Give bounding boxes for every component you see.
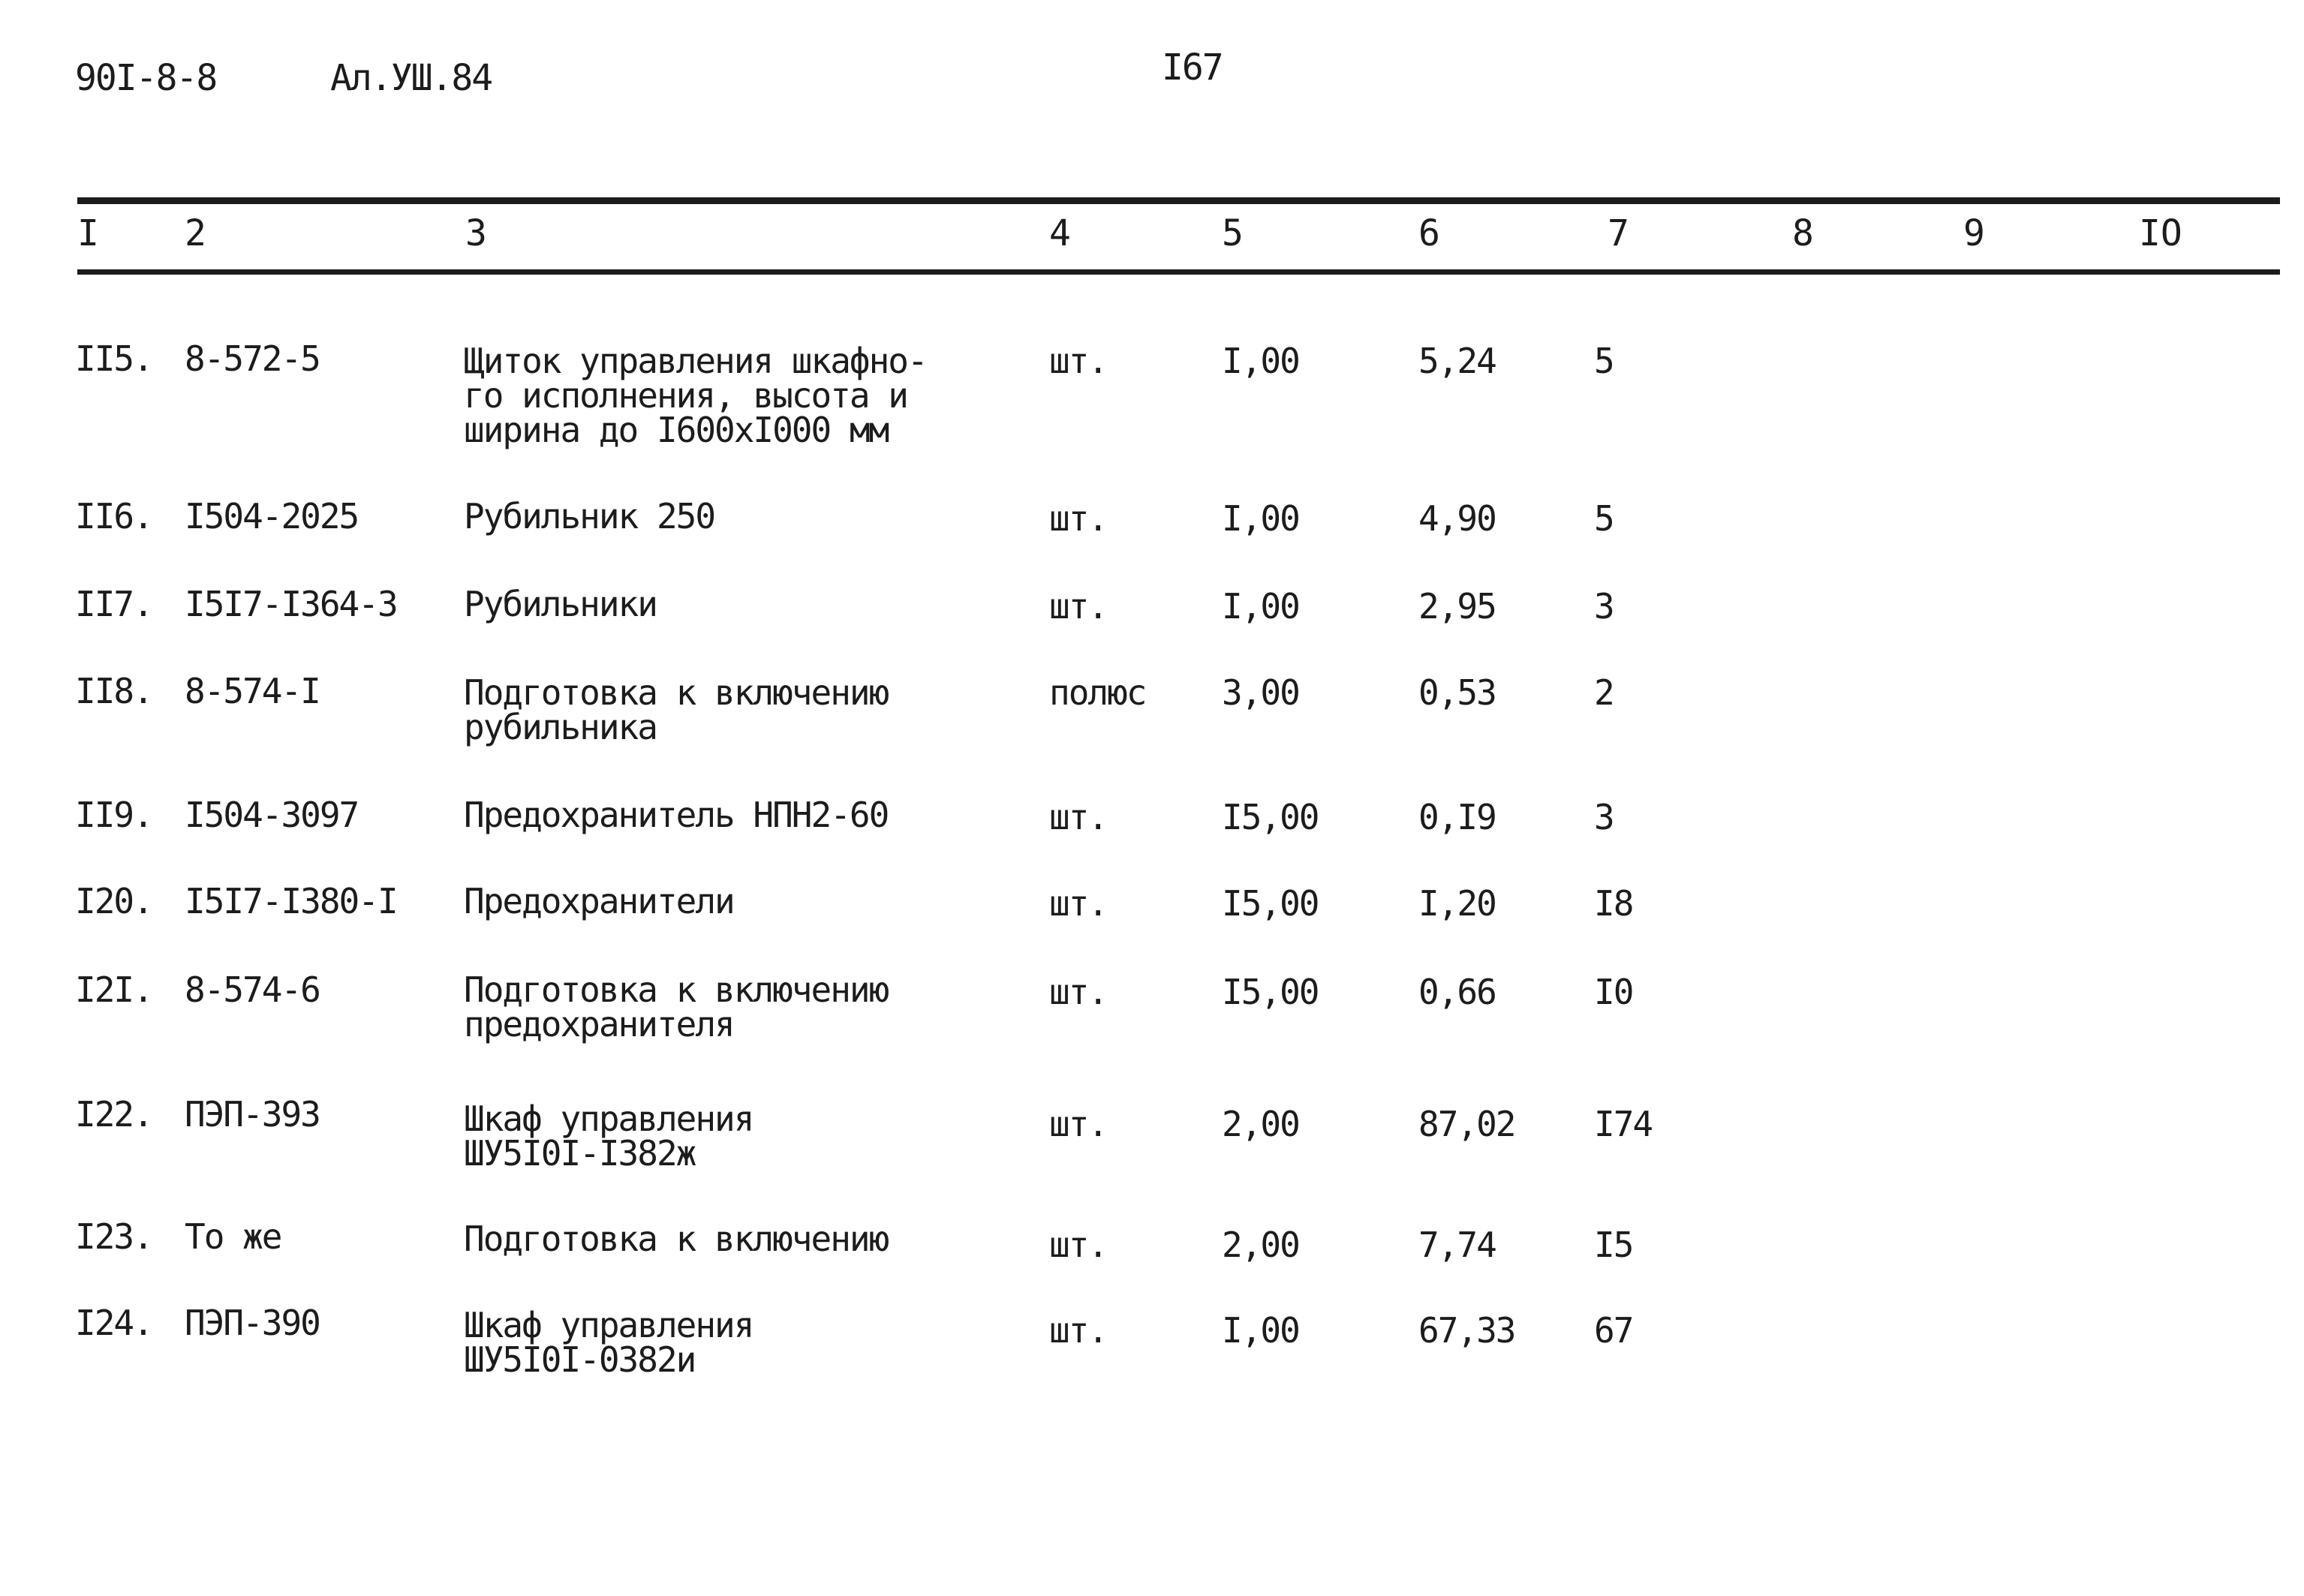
row-description: Предохранители: [464, 881, 734, 921]
row-description: Шкаф управления ШУ5I0I-0382и: [464, 1305, 753, 1380]
row-price: 0,53: [1418, 672, 1496, 713]
row-unit: полюс: [1049, 672, 1146, 713]
row-quantity: I,00: [1222, 1310, 1299, 1351]
row-quantity: I,00: [1222, 586, 1299, 627]
row-unit: шт.: [1049, 1104, 1108, 1144]
row-code: ПЭП-393: [185, 1094, 320, 1135]
row-description: Рубильники: [464, 584, 657, 624]
row-number: I24.: [75, 1303, 152, 1343]
column-header-1: I: [77, 212, 99, 254]
row-number: II6.: [75, 496, 152, 537]
row-total: 2: [1594, 672, 1614, 713]
row-total: I0: [1594, 972, 1633, 1012]
column-header-10: IO: [2139, 212, 2182, 254]
row-quantity: I5,00: [1222, 797, 1319, 837]
row-price: 5,24: [1418, 341, 1496, 381]
row-number: I2I.: [75, 969, 152, 1010]
row-description: Шкаф управления ШУ5I0I-I382ж: [464, 1099, 753, 1174]
table-header-rule: [77, 269, 2280, 275]
row-code: I5I7-I380-I: [185, 881, 397, 921]
row-quantity: I5,00: [1222, 972, 1319, 1012]
row-code: 8-572-5: [185, 338, 320, 379]
row-description: Подготовка к включению рубильника: [464, 672, 889, 747]
row-unit: шт.: [1049, 1225, 1108, 1265]
column-header-4: 4: [1049, 212, 1071, 254]
row-number: II5.: [75, 338, 152, 379]
column-header-8: 8: [1792, 212, 1814, 254]
row-number: I22.: [75, 1094, 152, 1135]
row-number: I20.: [75, 881, 152, 921]
row-total: I74: [1594, 1104, 1653, 1144]
row-code: I5I7-I364-3: [185, 584, 397, 624]
row-description: Подготовка к включению: [464, 1219, 889, 1259]
row-number: II7.: [75, 584, 152, 624]
row-price: 2,95: [1418, 586, 1496, 627]
row-total: 5: [1594, 341, 1614, 381]
row-total: I5: [1594, 1225, 1633, 1265]
row-price: 4,90: [1418, 498, 1496, 539]
column-header-7: 7: [1608, 212, 1629, 254]
page-number: I67: [1162, 47, 1223, 89]
row-price: 67,33: [1418, 1310, 1515, 1351]
row-description: Подготовка к включению предохранителя: [464, 969, 889, 1044]
row-quantity: I,00: [1222, 498, 1299, 539]
row-quantity: I,00: [1222, 341, 1299, 381]
album-code: Ал.УШ.84: [330, 57, 492, 99]
row-price: 0,I9: [1418, 797, 1496, 837]
row-unit: шт.: [1049, 586, 1108, 627]
row-number: II9.: [75, 795, 152, 835]
row-code: ПЭП-390: [185, 1303, 320, 1343]
row-unit: шт.: [1049, 972, 1108, 1012]
row-price: 87,02: [1418, 1104, 1515, 1144]
column-header-5: 5: [1222, 212, 1244, 254]
row-total: 67: [1594, 1310, 1633, 1351]
row-price: I,20: [1418, 883, 1496, 924]
column-header-6: 6: [1418, 212, 1440, 254]
row-unit: шт.: [1049, 883, 1108, 924]
row-code: 8-574-I: [185, 671, 320, 711]
row-total: 3: [1594, 586, 1614, 627]
row-code: 8-574-6: [185, 969, 320, 1010]
row-description: Предохранитель НПН2-60: [464, 795, 889, 835]
row-description: Щиток управления шкафно- го исполнения, высота и ширина до I600хI000 мм: [464, 341, 927, 450]
column-header-3: 3: [465, 212, 487, 254]
row-quantity: 2,00: [1222, 1104, 1299, 1144]
column-header-2: 2: [185, 212, 206, 254]
row-unit: шт.: [1049, 341, 1108, 381]
row-unit: шт.: [1049, 797, 1108, 837]
table-top-rule: [77, 197, 2280, 204]
document-code: 90I-8-8: [75, 57, 217, 99]
row-total: 5: [1594, 498, 1614, 539]
row-quantity: 3,00: [1222, 672, 1299, 713]
column-header-9: 9: [1963, 212, 1985, 254]
row-unit: шт.: [1049, 498, 1108, 539]
row-number: I23.: [75, 1216, 152, 1257]
row-price: 0,66: [1418, 972, 1496, 1012]
row-total: 3: [1594, 797, 1614, 837]
row-price: 7,74: [1418, 1225, 1496, 1265]
row-code: I504-3097: [185, 795, 359, 835]
row-code: I504-2025: [185, 496, 359, 537]
row-description: Рубильник 250: [464, 496, 715, 537]
row-unit: шт.: [1049, 1310, 1108, 1351]
row-quantity: I5,00: [1222, 883, 1319, 924]
row-total: I8: [1594, 883, 1633, 924]
row-number: II8.: [75, 671, 152, 711]
row-code: То же: [185, 1216, 281, 1257]
row-quantity: 2,00: [1222, 1225, 1299, 1265]
